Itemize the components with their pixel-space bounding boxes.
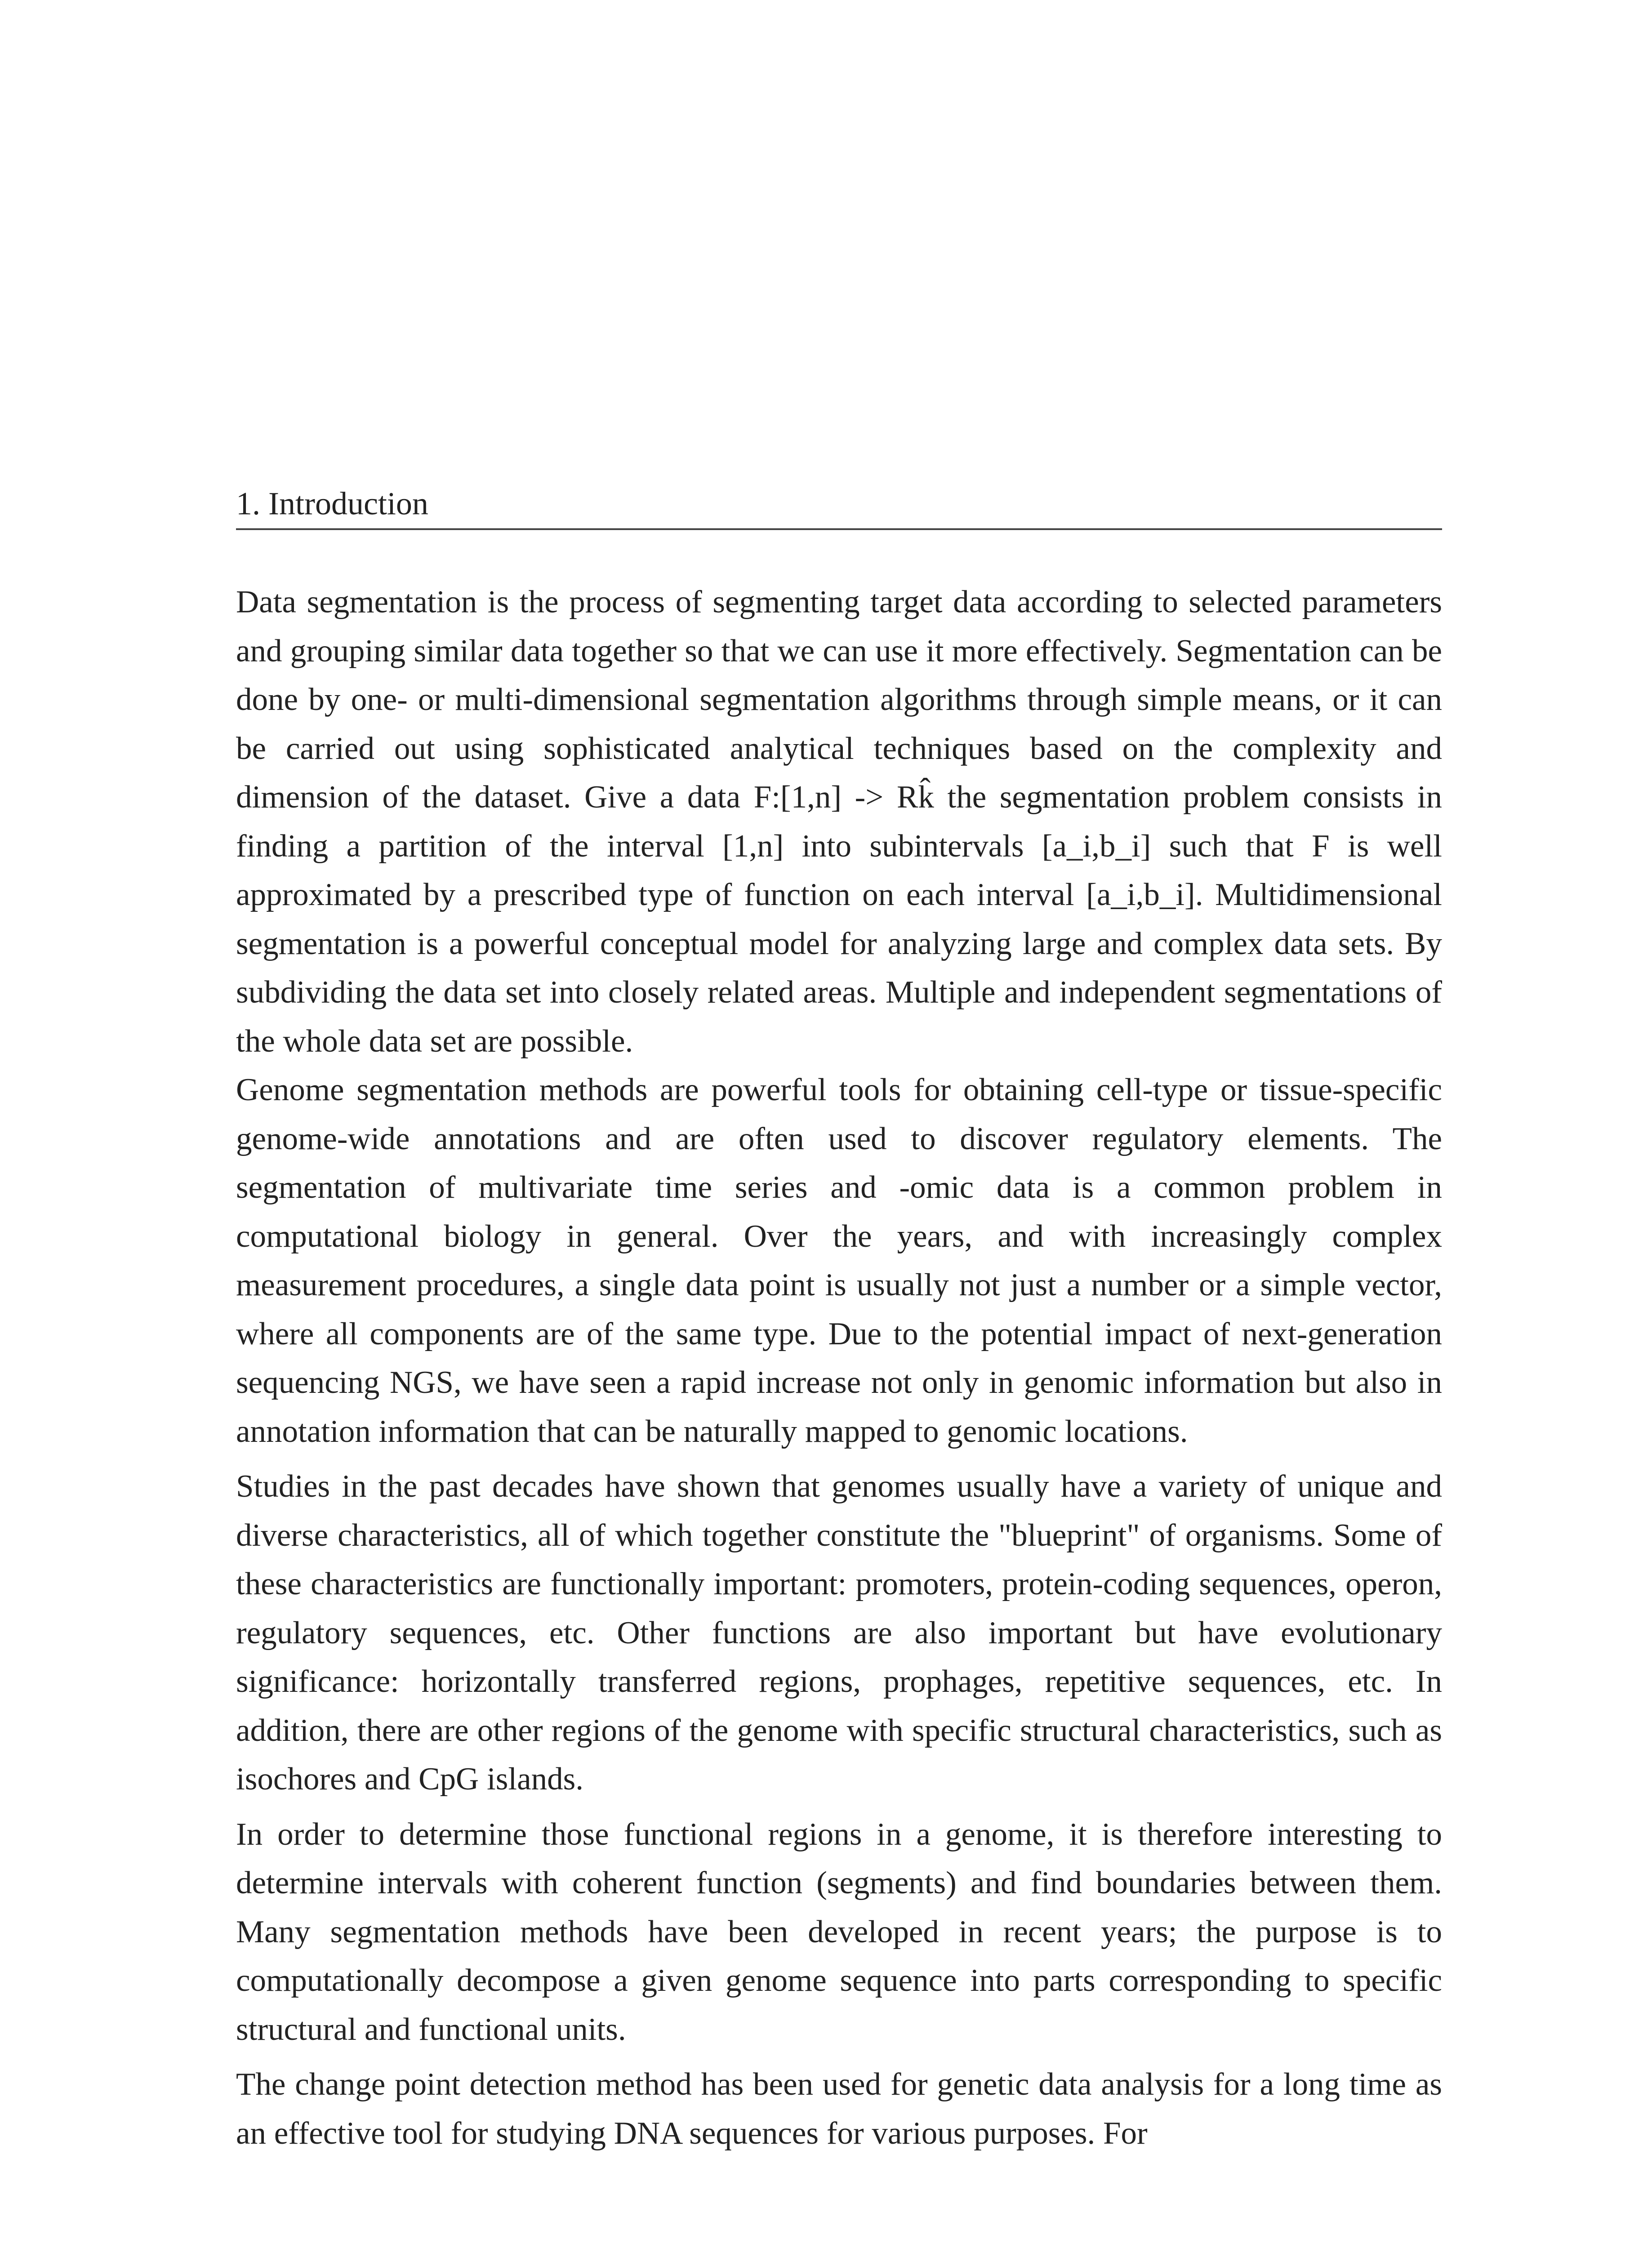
paragraph-genome-characteristics: Studies in the past decades have shown that genomes usually have a variety of unique and diverse characteristics, all of which together constitute the "blueprint" of organisms. Some of these characteristics are functionally important: promoters, protein-coding sequences, operon, regulatory sequences, etc. Other functions are also important but have evolutionary significance: horizontally transferred regions, prophages, repetitive sequences, etc. In addition, there are other regions of the genome with specific structural characteristics, such as isochores and CpG islands. xyxy=(236,1469,1442,1797)
paragraph-change-point-detection: The change point detection method has been used for genetic data analysis for a long time as an effective tool for studying DNA sequences for various purposes. For xyxy=(236,2067,1442,2151)
paragraph-functional-regions: In order to determine those functional regions in a genome, it is therefore interesting to determine intervals with coherent function (segments) and find boundaries between them. Many segmentation methods have been developed in recent years; the purpose is to computationally decompose a given genome sequence into parts corresponding to specific structural and functional units. xyxy=(236,1816,1442,2047)
section-header xyxy=(236,483,1442,530)
paragraph-genome-segmentation: Genome segmentation methods are powerful tools for obtaining cell-type or tissue-specific genome-wide annotations and are often used to discover regulatory elements. The segmentation of multivariate time series and -omic data is a common problem in computational biology in general. Over the years, and with increasingly complex measurement procedures, a single data point is usually not just a number or a simple vector, where all components are of the same type. Due to the potential impact of next-generation sequencing NGS, we have seen a rapid increase not only in genomic information but also in annotation information that can be naturally mapped to genomic locations. xyxy=(236,1072,1442,1449)
body-text xyxy=(236,578,1442,2158)
paragraph-data-segmentation: Data segmentation is the process of segmenting target data according to selected parameters and grouping similar data together so that we can use it more effectively. Segmentation can be done by one- or multi-dimensional segmentation algorithms through simple means, or it can be carried out using sophisticated analytical techniques based on the complexity and dimension of the dataset. Give a data F:[1,n] -> Rk̂ the segmentation problem consists in finding a partition of the interval [1,n] into subintervals [a_i,b_i] such that F is well approximated by a prescribed type of function on each interval [a_i,b_i]. Multidimensional segmentation is a powerful conceptual model for analyzing large and complex data sets. By subdividing the data set into closely related areas. Multiple and independent segmentations of the whole data set are possible. xyxy=(236,584,1442,1059)
section-title: 1. Introduction xyxy=(236,486,428,522)
